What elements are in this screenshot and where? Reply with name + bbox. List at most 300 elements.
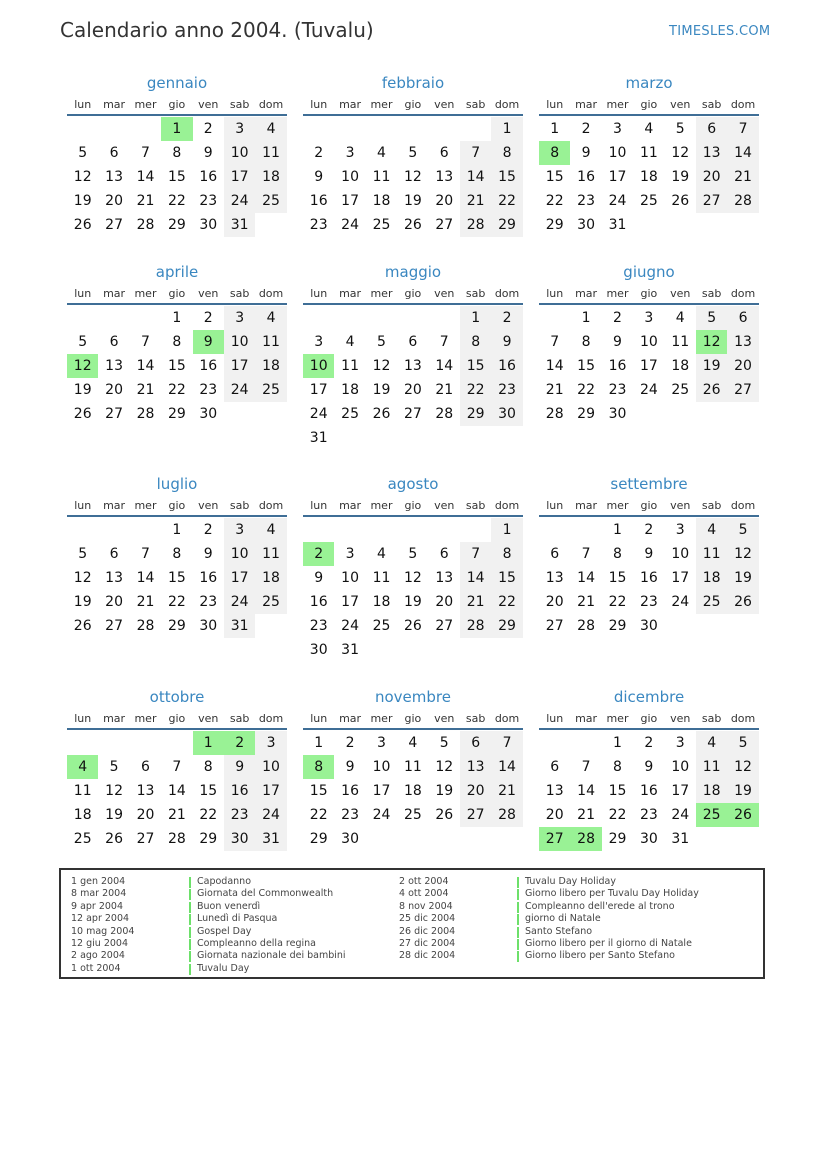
day-cell: 10 <box>255 755 286 779</box>
day-cell: 30 <box>199 618 218 634</box>
day-cell: 24 <box>224 590 255 614</box>
day-cell: 14 <box>545 358 564 374</box>
day-cell: 11 <box>696 542 727 566</box>
legend-row <box>399 913 699 925</box>
day-cell: 19 <box>403 594 422 610</box>
day-cell: 17 <box>224 354 255 378</box>
empty-cell <box>570 731 601 755</box>
legend-row <box>71 913 346 925</box>
day-grid <box>303 117 523 237</box>
weekday-label: mer <box>606 499 629 512</box>
empty-cell <box>130 117 161 141</box>
day-cell: 10 <box>341 570 359 586</box>
legend-date: 10 mag 2004 <box>71 925 135 937</box>
day-cell: 4 <box>255 306 286 330</box>
day-cell: 10 <box>224 542 255 566</box>
empty-cell <box>366 117 397 141</box>
day-cell: 13 <box>105 169 123 185</box>
day-cell: 9 <box>581 145 591 161</box>
day-cell: 18 <box>255 566 286 590</box>
empty-cell <box>429 518 460 542</box>
day-cell: 5 <box>727 518 758 542</box>
day-cell: 26 <box>105 831 123 847</box>
day-cell: 24 <box>639 382 658 398</box>
weekday-label: dom <box>258 712 284 725</box>
day-cell: 13 <box>696 141 727 165</box>
day-cell: 3 <box>675 735 685 751</box>
day-cell: 6 <box>408 334 418 350</box>
day-cell: 29 <box>491 213 522 237</box>
day-cell: 21 <box>545 382 564 398</box>
day-cell: 3 <box>613 121 622 137</box>
day-cell: 25 <box>372 618 391 634</box>
day-cell: 13 <box>403 358 422 374</box>
day-cell: 5 <box>408 145 418 161</box>
day-cell: 3 <box>377 735 386 751</box>
holiday-day-cell: 8 <box>303 755 334 779</box>
day-cell: 27 <box>105 618 123 634</box>
legend-row <box>399 876 699 888</box>
day-cell: 29 <box>491 614 522 638</box>
day-cell: 29 <box>199 831 218 847</box>
day-cell: 5 <box>78 334 88 350</box>
weekday-label: mer <box>370 98 393 111</box>
day-cell: 19 <box>73 594 92 610</box>
day-cell: 15 <box>545 169 564 185</box>
weekday-label: lun <box>310 98 328 111</box>
day-cell: 17 <box>372 783 391 799</box>
day-cell: 22 <box>491 590 522 614</box>
day-cell: 28 <box>136 618 155 634</box>
day-cell: 6 <box>439 145 449 161</box>
weekday-header <box>539 96 759 116</box>
day-cell: 17 <box>224 165 255 189</box>
day-cell: 1 <box>613 522 622 538</box>
day-cell: 29 <box>460 402 491 426</box>
day-cell: 20 <box>105 382 123 398</box>
day-cell: 5 <box>727 731 758 755</box>
day-cell: 23 <box>639 594 658 610</box>
day-cell: 25 <box>696 590 727 614</box>
day-cell: 13 <box>435 169 454 185</box>
holiday-day-cell: 2 <box>303 542 334 566</box>
day-cell: 29 <box>608 831 627 847</box>
day-cell: 5 <box>109 759 119 775</box>
weekday-label: dom <box>730 287 756 300</box>
weekday-label: dom <box>730 499 756 512</box>
day-cell: 5 <box>696 306 727 330</box>
day-cell: 30 <box>577 217 595 233</box>
day-cell: 12 <box>403 169 422 185</box>
day-cell: 22 <box>545 193 564 209</box>
weekday-label: mer <box>134 499 157 512</box>
weekday-label: lun <box>74 499 92 512</box>
legend-date: 8 mar 2004 <box>71 888 127 900</box>
legend-row <box>399 950 699 962</box>
day-cell: 31 <box>224 614 255 638</box>
day-cell: 11 <box>372 570 391 586</box>
day-cell: 7 <box>581 759 591 775</box>
weekday-label: mar <box>339 98 362 111</box>
day-cell: 2 <box>345 735 355 751</box>
day-cell: 11 <box>403 759 422 775</box>
day-cell: 27 <box>435 217 454 233</box>
day-cell: 25 <box>671 382 690 398</box>
day-cell: 7 <box>727 117 758 141</box>
weekday-label: mar <box>103 98 126 111</box>
weekday-label: mar <box>339 287 362 300</box>
empty-cell <box>539 306 570 330</box>
day-cell: 24 <box>255 803 286 827</box>
weekday-label: ven <box>670 712 691 725</box>
day-cell: 10 <box>224 330 255 354</box>
day-cell: 8 <box>581 334 591 350</box>
day-cell: 10 <box>341 169 359 185</box>
day-cell: 9 <box>314 169 324 185</box>
weekday-label: gio <box>168 287 186 300</box>
day-cell: 5 <box>78 145 88 161</box>
holiday-day-cell: 1 <box>161 117 192 141</box>
day-grid <box>67 306 287 426</box>
day-cell: 31 <box>671 831 690 847</box>
holiday-day-cell: 4 <box>67 755 98 779</box>
day-cell: 29 <box>545 217 564 233</box>
weekday-label: mar <box>339 712 362 725</box>
day-cell: 6 <box>109 145 119 161</box>
day-cell: 4 <box>675 310 685 326</box>
legend-row <box>71 950 346 962</box>
legend-date: 12 giu 2004 <box>71 937 128 949</box>
day-cell: 25 <box>639 193 658 209</box>
holiday-marker-icon <box>517 889 519 900</box>
legend-holiday-name: Tuvalu Day Holiday <box>525 876 616 887</box>
day-cell: 7 <box>172 759 182 775</box>
day-cell: 9 <box>345 759 355 775</box>
holiday-marker-icon <box>517 951 519 962</box>
weekday-label: gio <box>640 98 658 111</box>
day-cell: 21 <box>460 590 491 614</box>
day-cell: 15 <box>199 783 218 799</box>
day-cell: 28 <box>577 618 595 634</box>
weekday-label: ven <box>198 499 219 512</box>
day-cell: 24 <box>309 406 328 422</box>
weekday-label: sab <box>229 98 250 111</box>
weekday-label: sab <box>465 98 486 111</box>
day-cell: 14 <box>136 169 155 185</box>
day-cell: 16 <box>199 570 218 586</box>
day-cell: 19 <box>105 807 123 823</box>
day-cell: 23 <box>608 382 627 398</box>
weekday-label: mer <box>134 712 157 725</box>
day-cell: 2 <box>613 310 622 326</box>
weekday-label: lun <box>74 287 92 300</box>
weekday-label: mer <box>134 98 157 111</box>
legend-date: 2 ott 2004 <box>399 876 449 887</box>
day-cell: 13 <box>460 755 491 779</box>
day-cell: 8 <box>172 334 182 350</box>
weekday-label: mer <box>606 98 629 111</box>
day-cell: 7 <box>439 334 449 350</box>
day-cell: 29 <box>309 831 328 847</box>
legend-holiday-name: Lunedì di Pasqua <box>197 913 278 925</box>
day-cell: 22 <box>199 807 218 823</box>
day-cell: 9 <box>203 145 213 161</box>
weekday-label: gio <box>404 287 422 300</box>
day-cell: 27 <box>435 618 454 634</box>
day-grid <box>303 518 523 662</box>
day-cell: 2 <box>491 306 522 330</box>
day-cell: 17 <box>309 382 328 398</box>
month-title: giugno <box>623 263 675 281</box>
empty-cell <box>67 731 98 755</box>
day-cell: 22 <box>167 594 186 610</box>
day-cell: 2 <box>644 522 654 538</box>
day-cell: 3 <box>255 731 286 755</box>
day-cell: 21 <box>460 189 491 213</box>
day-cell: 17 <box>639 358 658 374</box>
brand-link[interactable]: TIMESLES.COM <box>669 24 771 39</box>
day-cell: 11 <box>73 783 92 799</box>
month-title: febbraio <box>381 74 445 92</box>
legend-date: 9 apr 2004 <box>71 900 124 912</box>
day-grid <box>539 306 759 426</box>
legend-date: 1 gen 2004 <box>71 876 126 887</box>
empty-cell <box>303 518 334 542</box>
empty-cell <box>460 117 491 141</box>
day-cell: 18 <box>255 354 286 378</box>
month-maggio <box>303 261 523 450</box>
holiday-marker-icon <box>517 939 519 950</box>
empty-cell <box>98 117 129 141</box>
day-cell: 11 <box>255 141 286 165</box>
day-cell: 30 <box>199 217 218 233</box>
day-cell: 2 <box>203 121 213 137</box>
day-cell: 27 <box>460 803 491 827</box>
weekday-label: dom <box>494 98 520 111</box>
day-cell: 2 <box>644 735 654 751</box>
day-cell: 18 <box>671 358 690 374</box>
legend-date: 1 ott 2004 <box>71 962 121 974</box>
empty-cell <box>366 518 397 542</box>
day-cell: 10 <box>671 546 690 562</box>
day-cell: 26 <box>403 618 422 634</box>
day-cell: 24 <box>608 193 627 209</box>
day-cell: 27 <box>403 406 422 422</box>
day-cell: 14 <box>136 570 155 586</box>
empty-cell <box>539 518 570 542</box>
day-cell: 23 <box>309 618 328 634</box>
day-grid <box>539 117 759 237</box>
legend-date: 28 dic 2004 <box>399 950 456 962</box>
month-title: maggio <box>384 263 442 281</box>
weekday-label: gio <box>640 499 658 512</box>
day-cell: 18 <box>403 783 422 799</box>
weekday-label: lun <box>310 499 328 512</box>
day-cell: 30 <box>608 406 627 422</box>
day-cell: 25 <box>403 807 422 823</box>
weekday-label: mar <box>575 98 598 111</box>
day-cell: 25 <box>372 217 391 233</box>
day-grid <box>67 518 287 638</box>
weekday-label: ven <box>434 712 455 725</box>
day-cell: 11 <box>255 542 286 566</box>
day-cell: 23 <box>199 193 218 209</box>
day-cell: 4 <box>345 334 355 350</box>
day-cell: 22 <box>167 382 186 398</box>
day-cell: 24 <box>372 807 391 823</box>
day-cell: 27 <box>105 217 123 233</box>
weekday-label: gio <box>640 712 658 725</box>
day-cell: 27 <box>105 406 123 422</box>
day-cell: 20 <box>403 382 422 398</box>
weekday-label: ven <box>198 98 219 111</box>
day-cell: 8 <box>172 145 182 161</box>
empty-cell <box>334 518 365 542</box>
weekday-label: mer <box>370 287 393 300</box>
legend-holiday-name: Compleanno della regina <box>197 937 316 949</box>
weekday-label: ven <box>434 98 455 111</box>
day-cell: 22 <box>167 193 186 209</box>
empty-cell <box>334 306 365 330</box>
day-cell: 17 <box>341 193 359 209</box>
empty-cell <box>130 306 161 330</box>
legend-row <box>399 901 699 913</box>
day-cell: 10 <box>608 145 627 161</box>
day-cell: 13 <box>105 358 123 374</box>
weekday-label: mar <box>575 499 598 512</box>
day-cell: 11 <box>255 330 286 354</box>
day-cell: 16 <box>341 783 359 799</box>
day-cell: 30 <box>491 402 522 426</box>
day-cell: 19 <box>727 779 758 803</box>
holiday-marker-icon <box>189 927 191 938</box>
day-cell: 6 <box>696 117 727 141</box>
day-cell: 28 <box>167 831 186 847</box>
legend-holiday-name: Giorno libero per Tuvalu Day Holiday <box>525 888 699 900</box>
day-cell: 28 <box>136 217 155 233</box>
day-cell: 12 <box>73 570 92 586</box>
weekday-label: sab <box>701 98 722 111</box>
day-cell: 6 <box>109 546 119 562</box>
weekday-label: sab <box>465 499 486 512</box>
day-cell: 4 <box>408 735 418 751</box>
day-cell: 29 <box>167 618 186 634</box>
legend-row <box>71 888 346 900</box>
day-grid <box>67 731 287 851</box>
day-cell: 6 <box>550 546 560 562</box>
weekday-label: lun <box>310 712 328 725</box>
legend-date: 2 ago 2004 <box>71 950 125 962</box>
day-cell: 21 <box>136 594 155 610</box>
day-cell: 12 <box>727 755 758 779</box>
day-cell: 15 <box>491 566 522 590</box>
day-cell: 20 <box>435 193 454 209</box>
legend-row <box>71 876 346 888</box>
empty-cell <box>130 731 161 755</box>
legend-row <box>399 938 699 950</box>
day-cell: 8 <box>613 546 622 562</box>
day-cell: 26 <box>696 378 727 402</box>
legend-row <box>71 938 346 950</box>
month-title: ottobre <box>149 688 205 706</box>
weekday-label: gio <box>640 287 658 300</box>
day-cell: 25 <box>73 831 92 847</box>
day-cell: 26 <box>435 807 454 823</box>
month-title: gennaio <box>146 74 208 92</box>
day-cell: 9 <box>314 570 324 586</box>
holiday-marker-icon <box>517 877 519 888</box>
weekday-label: sab <box>701 712 722 725</box>
day-cell: 16 <box>224 779 255 803</box>
holiday-marker-icon <box>517 902 519 913</box>
day-cell: 4 <box>696 518 727 542</box>
weekday-header <box>303 710 523 730</box>
month-luglio <box>67 473 287 638</box>
day-cell: 26 <box>73 217 92 233</box>
day-cell: 10 <box>224 141 255 165</box>
holiday-day-cell: 1 <box>193 731 224 755</box>
day-cell: 30 <box>639 618 658 634</box>
day-grid <box>539 731 759 851</box>
day-cell: 1 <box>581 310 591 326</box>
day-cell: 16 <box>199 358 218 374</box>
month-settembre <box>539 473 759 638</box>
day-cell: 6 <box>550 759 560 775</box>
weekday-label: mar <box>575 287 598 300</box>
day-cell: 27 <box>696 189 727 213</box>
day-cell: 18 <box>639 169 658 185</box>
day-cell: 15 <box>608 570 627 586</box>
day-cell: 11 <box>372 169 391 185</box>
legend-column-right <box>399 876 699 963</box>
weekday-label: sab <box>229 287 250 300</box>
weekday-label: lun <box>310 287 328 300</box>
day-cell: 11 <box>639 145 658 161</box>
legend-row <box>71 963 346 975</box>
day-cell: 8 <box>491 141 522 165</box>
day-cell: 7 <box>141 546 150 562</box>
empty-cell <box>539 731 570 755</box>
weekday-label: sab <box>229 499 250 512</box>
day-cell: 8 <box>491 542 522 566</box>
day-cell: 19 <box>727 566 758 590</box>
holiday-marker-icon <box>189 914 191 925</box>
empty-cell <box>429 306 460 330</box>
day-cell: 15 <box>309 783 328 799</box>
day-cell: 23 <box>309 217 328 233</box>
holiday-marker-icon <box>189 877 191 888</box>
weekday-label: ven <box>198 287 219 300</box>
empty-cell <box>334 117 365 141</box>
legend-holiday-name: Giornata del Commonwealth <box>197 888 334 900</box>
legend-row <box>71 926 346 938</box>
holiday-day-cell: 25 <box>696 803 727 827</box>
day-cell: 23 <box>491 378 522 402</box>
weekday-label: mer <box>134 287 157 300</box>
empty-cell <box>98 731 129 755</box>
day-cell: 3 <box>224 518 255 542</box>
day-cell: 5 <box>78 546 88 562</box>
weekday-header <box>67 497 287 517</box>
day-cell: 23 <box>199 382 218 398</box>
day-cell: 27 <box>727 378 758 402</box>
weekday-label: mer <box>370 499 393 512</box>
day-cell: 31 <box>608 217 627 233</box>
day-cell: 15 <box>608 783 627 799</box>
day-cell: 27 <box>136 831 155 847</box>
day-cell: 19 <box>73 193 92 209</box>
day-cell: 16 <box>639 570 658 586</box>
